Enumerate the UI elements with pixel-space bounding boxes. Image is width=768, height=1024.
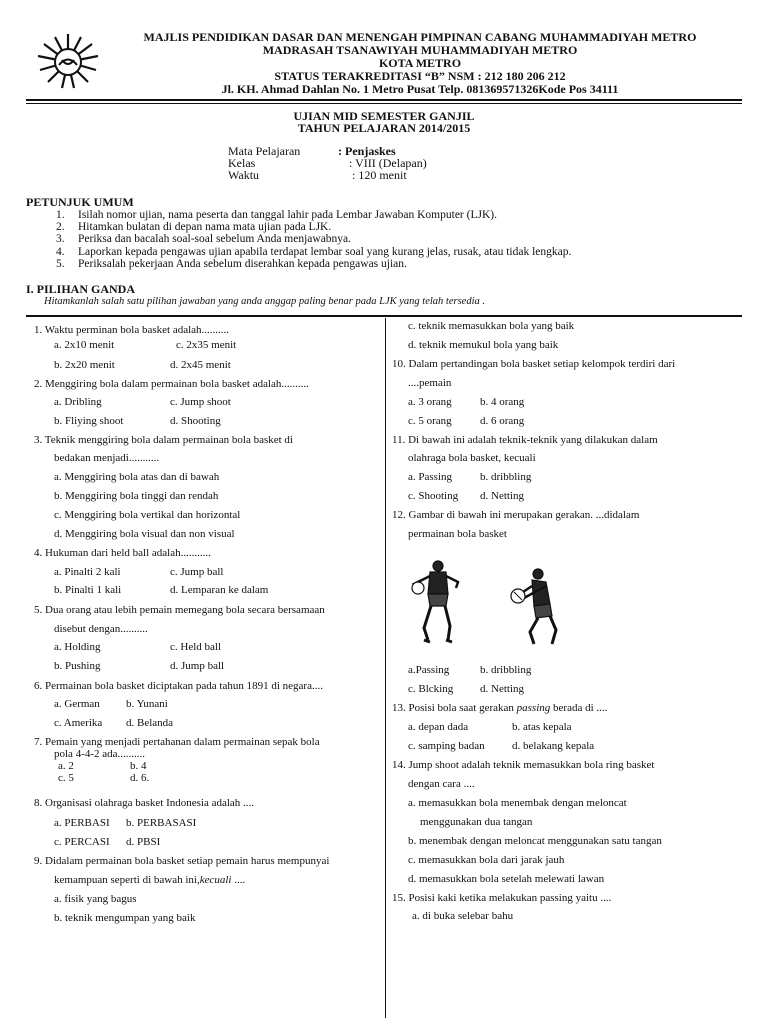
item-number: 2. [56, 221, 65, 233]
column-divider [385, 318, 386, 1018]
q12-option-c: c. Blcking [408, 683, 454, 695]
q14-text: 14. Jump shoot adalah teknik memasukkan bola ring basket [392, 759, 655, 771]
q10-option-c: c. 5 orang [408, 415, 452, 427]
q2-option-c: c. Jump shoot [170, 396, 231, 408]
class-label: Kelas [228, 156, 256, 170]
subject-label: Mata Pelajaran [228, 144, 301, 158]
q1-option-a: a. 2x10 menit [54, 339, 115, 351]
q7-option-d: d. 6. [130, 772, 150, 784]
q5-text: 5. Dua orang atau lebih pemain memegang bola secara bersamaan [34, 604, 325, 616]
q12-option-d: d. Netting [480, 683, 524, 695]
q13-option-d: d. belakang kepala [512, 740, 595, 752]
q15-option-a: a. di buka selebar bahu [412, 910, 514, 922]
item-number: 5. [56, 258, 65, 270]
exam-title: UJIAN MID SEMESTER GANJIL [293, 109, 475, 123]
q14-text-cont: dengan cara .... [408, 778, 475, 790]
q11-option-a: a. Passing [408, 471, 452, 483]
q6-option-a: a. German [54, 698, 100, 710]
q11-text-cont: olahraga bola basket, kecuali [408, 452, 536, 464]
section-note: Hitamkanlah salah satu pilihan jawaban yang anda anggap paling benar pada LJK yang telah tersedia . [44, 296, 485, 307]
q2-option-a: a. Dribling [54, 396, 102, 408]
q3-option-b: b. Menggiring bola tinggi dan rendah [54, 490, 219, 502]
item-text: Periksa dan bacalah soal-soal sebelum Anda menjawabnya. [78, 233, 352, 245]
item-number: 3. [56, 233, 65, 245]
item-number: 1. [56, 209, 65, 221]
petunjuk-item [36, 258, 407, 270]
q1-option-d: d. 2x45 menit [170, 359, 231, 371]
header-rule-thin [26, 103, 742, 104]
q1-option-c: c. 2x35 menit [176, 339, 237, 351]
q9-option-c: c. teknik memasukkan bola yang baik [408, 320, 575, 332]
q15-text: 15. Posisi kaki ketika melakukan passing yaitu .... [392, 892, 612, 904]
q6-option-d: d. Belanda [126, 717, 174, 729]
q3-text: 3. Teknik menggiring bola dalam permainan bola basket di [34, 434, 293, 446]
q1-text: 1. Waktu perminan bola basket adalah.......... [34, 324, 230, 336]
header-line-5: Jl. KH. Ahmad Dahlan No. 1 Metro Pusat Telp. 081369571326Kode Pos 34111 [221, 82, 619, 96]
q3-option-d: d. Menggiring bola visual dan non visual [54, 528, 235, 540]
q7-option-c: c. 5 [58, 772, 74, 784]
q11-option-c: c. Shooting [408, 490, 459, 502]
q9-text-cont [54, 874, 245, 887]
header-line-2: MADRASAH TSANAWIYAH MUHAMMADIYAH METRO [262, 43, 578, 57]
q3-option-c: c. Menggiring bola vertikal dan horizontal [54, 509, 241, 521]
q5-option-a: a. Holding [54, 641, 101, 653]
q7-text: 7. Pemain yang menjadi pertahanan dalam permainan sepak bola [34, 736, 320, 748]
q3-option-a: a. Menggiring bola atas dan di bawah [54, 471, 220, 483]
q6-option-b: b. Yunani [126, 698, 168, 710]
q3-text-cont: bedakan menjadi........... [54, 452, 160, 464]
q10-option-d: d. 6 orang [480, 415, 525, 427]
q14-option-a-cont: menggunakan dua tangan [420, 816, 533, 828]
q8-option-d: d. PBSI [126, 836, 161, 848]
item-number: 4. [56, 246, 65, 258]
q4-option-b: b. Pinalti 1 kali [54, 584, 122, 596]
q13-text-post: berada di .... [550, 702, 608, 714]
time-label: Waktu [228, 168, 260, 182]
section-title: I. PILIHAN GANDA [26, 282, 136, 296]
q8-text: 8. Organisasi olahraga basket Indonesia adalah .... [34, 797, 255, 809]
q9-text-main: kemampuan seperti di bawah ini, [54, 874, 200, 886]
petunjuk-item [36, 221, 331, 233]
petunjuk-title: PETUNJUK UMUM [26, 195, 134, 209]
section-rule [26, 315, 742, 317]
q6-text: 6. Permainan bola basket diciptakan pada tahun 1891 di negara.... [34, 680, 323, 692]
q13-text-passing: passing [516, 702, 551, 714]
q9-text-kecuali: kecuali [199, 874, 232, 886]
q7-option-b: b. 4 [130, 760, 147, 772]
q4-option-d: d. Lemparan ke dalam [170, 584, 269, 596]
petunjuk-item [36, 209, 497, 221]
q13-text-pre: 13. Posisi bola saat gerakan [392, 702, 517, 714]
q8-option-a: a. PERBASI [54, 817, 110, 829]
q14-option-c: c. memasukkan bola dari jarak jauh [408, 854, 565, 866]
item-text: Periksalah pekerjaan Anda sebelum diserahkan kepada pengawas ujian. [78, 258, 407, 270]
header-line-4: STATUS TERAKREDITASI “B” NSM : 212 180 206 212 [274, 69, 566, 83]
q9-text: 9. Didalam permainan bola basket setiap pemain harus mempunyai [34, 855, 330, 867]
exam-year: TAHUN PELAJARAN 2014/2015 [297, 121, 471, 135]
q11-option-b: b. dribbling [480, 471, 532, 483]
q14-option-a: a. memasukkan bola menembak dengan meloncat [408, 797, 627, 809]
basketball-players-illustration [400, 558, 570, 650]
q9-option-d: d. teknik memukul bola yang baik [408, 339, 559, 351]
q13-option-c: c. samping badan [408, 740, 485, 752]
header-line-1: MAJLIS PENDIDIKAN DASAR DAN MENENGAH PIMPINAN CABANG MUHAMMADIYAH METRO [143, 30, 697, 44]
q12-option-b: b. dribbling [480, 664, 532, 676]
q4-text: 4. Hukuman dari held ball adalah........... [34, 547, 211, 559]
q5-text-cont: disebut dengan.......... [54, 623, 148, 635]
item-text: Isilah nomor ujian, nama peserta dan tanggal lahir pada Lembar Jawaban Komputer (LJK). [78, 209, 497, 221]
header-line-3: KOTA METRO [378, 56, 462, 70]
q13-option-a: a. depan dada [408, 721, 469, 733]
q4-option-c: c. Jump ball [170, 566, 224, 578]
q9-option-a: a. fisik yang bagus [54, 893, 137, 905]
q10-option-a: a. 3 orang [408, 396, 452, 408]
q8-option-c: c. PERCASI [54, 836, 110, 848]
q10-option-b: b. 4 orang [480, 396, 525, 408]
q10-text-cont: ....pemain [408, 377, 452, 389]
time-value: : 120 menit [352, 168, 407, 182]
q9-option-b: b. teknik mengumpan yang baik [54, 912, 196, 924]
q12-text: 12. Gambar di bawah ini merupakan gerakan. ...didalam [392, 509, 640, 521]
q14-option-d: d. memasukkan bola setelah melewati lawan [408, 873, 605, 885]
q6-option-c: c. Amerika [54, 717, 103, 729]
q8-option-b: b. PERBASASI [126, 817, 197, 829]
q9-text-end: .... [231, 874, 246, 886]
q14-option-b: b. menembak dengan meloncat menggunakan satu tangan [408, 835, 662, 847]
q2-option-d: d. Shooting [170, 415, 221, 427]
q5-option-d: d. Jump ball [170, 660, 225, 672]
class-value: : VIII (Delapan) [349, 156, 427, 170]
q4-option-a: a. Pinalti 2 kali [54, 566, 121, 578]
q13-option-b: b. atas kepala [512, 721, 572, 733]
item-text: Hitamkan bulatan di depan nama mata ujian pada LJK. [78, 221, 332, 233]
petunjuk-item [36, 246, 571, 258]
q7-text-cont: pola 4-4-2 ada.......... [54, 748, 146, 760]
q13-text [392, 702, 607, 715]
q2-option-b: b. Fliying shoot [54, 415, 124, 427]
item-text: Laporkan kepada pengawas ujian apabila terdapat lembar soal yang kurang jelas, rusak, atau tidak lengkap. [78, 246, 572, 258]
q5-option-b: b. Pushing [54, 660, 101, 672]
q12-text-cont: permainan bola basket [408, 528, 507, 540]
subject-value: : Penjaskes [338, 144, 396, 158]
q10-text: 10. Dalam pertandingan bola basket setiap kelompok terdiri dari [392, 358, 676, 370]
q7-option-a: a. 2 [58, 760, 74, 772]
muhammadiyah-logo-icon [34, 32, 102, 90]
header-rule [26, 99, 742, 101]
q1-option-b: b. 2x20 menit [54, 359, 115, 371]
q11-text: 11. Di bawah ini adalah teknik-teknik yang dilakukan dalam [392, 434, 658, 446]
player-1-icon [412, 561, 458, 642]
q11-option-d: d. Netting [480, 490, 524, 502]
player-2-icon [511, 569, 556, 644]
q12-option-a: a.Passing [408, 664, 450, 676]
petunjuk-item [36, 233, 351, 245]
q2-text: 2. Menggiring bola dalam permainan bola basket adalah.......... [34, 378, 309, 390]
q5-option-c: c. Held ball [170, 641, 222, 653]
